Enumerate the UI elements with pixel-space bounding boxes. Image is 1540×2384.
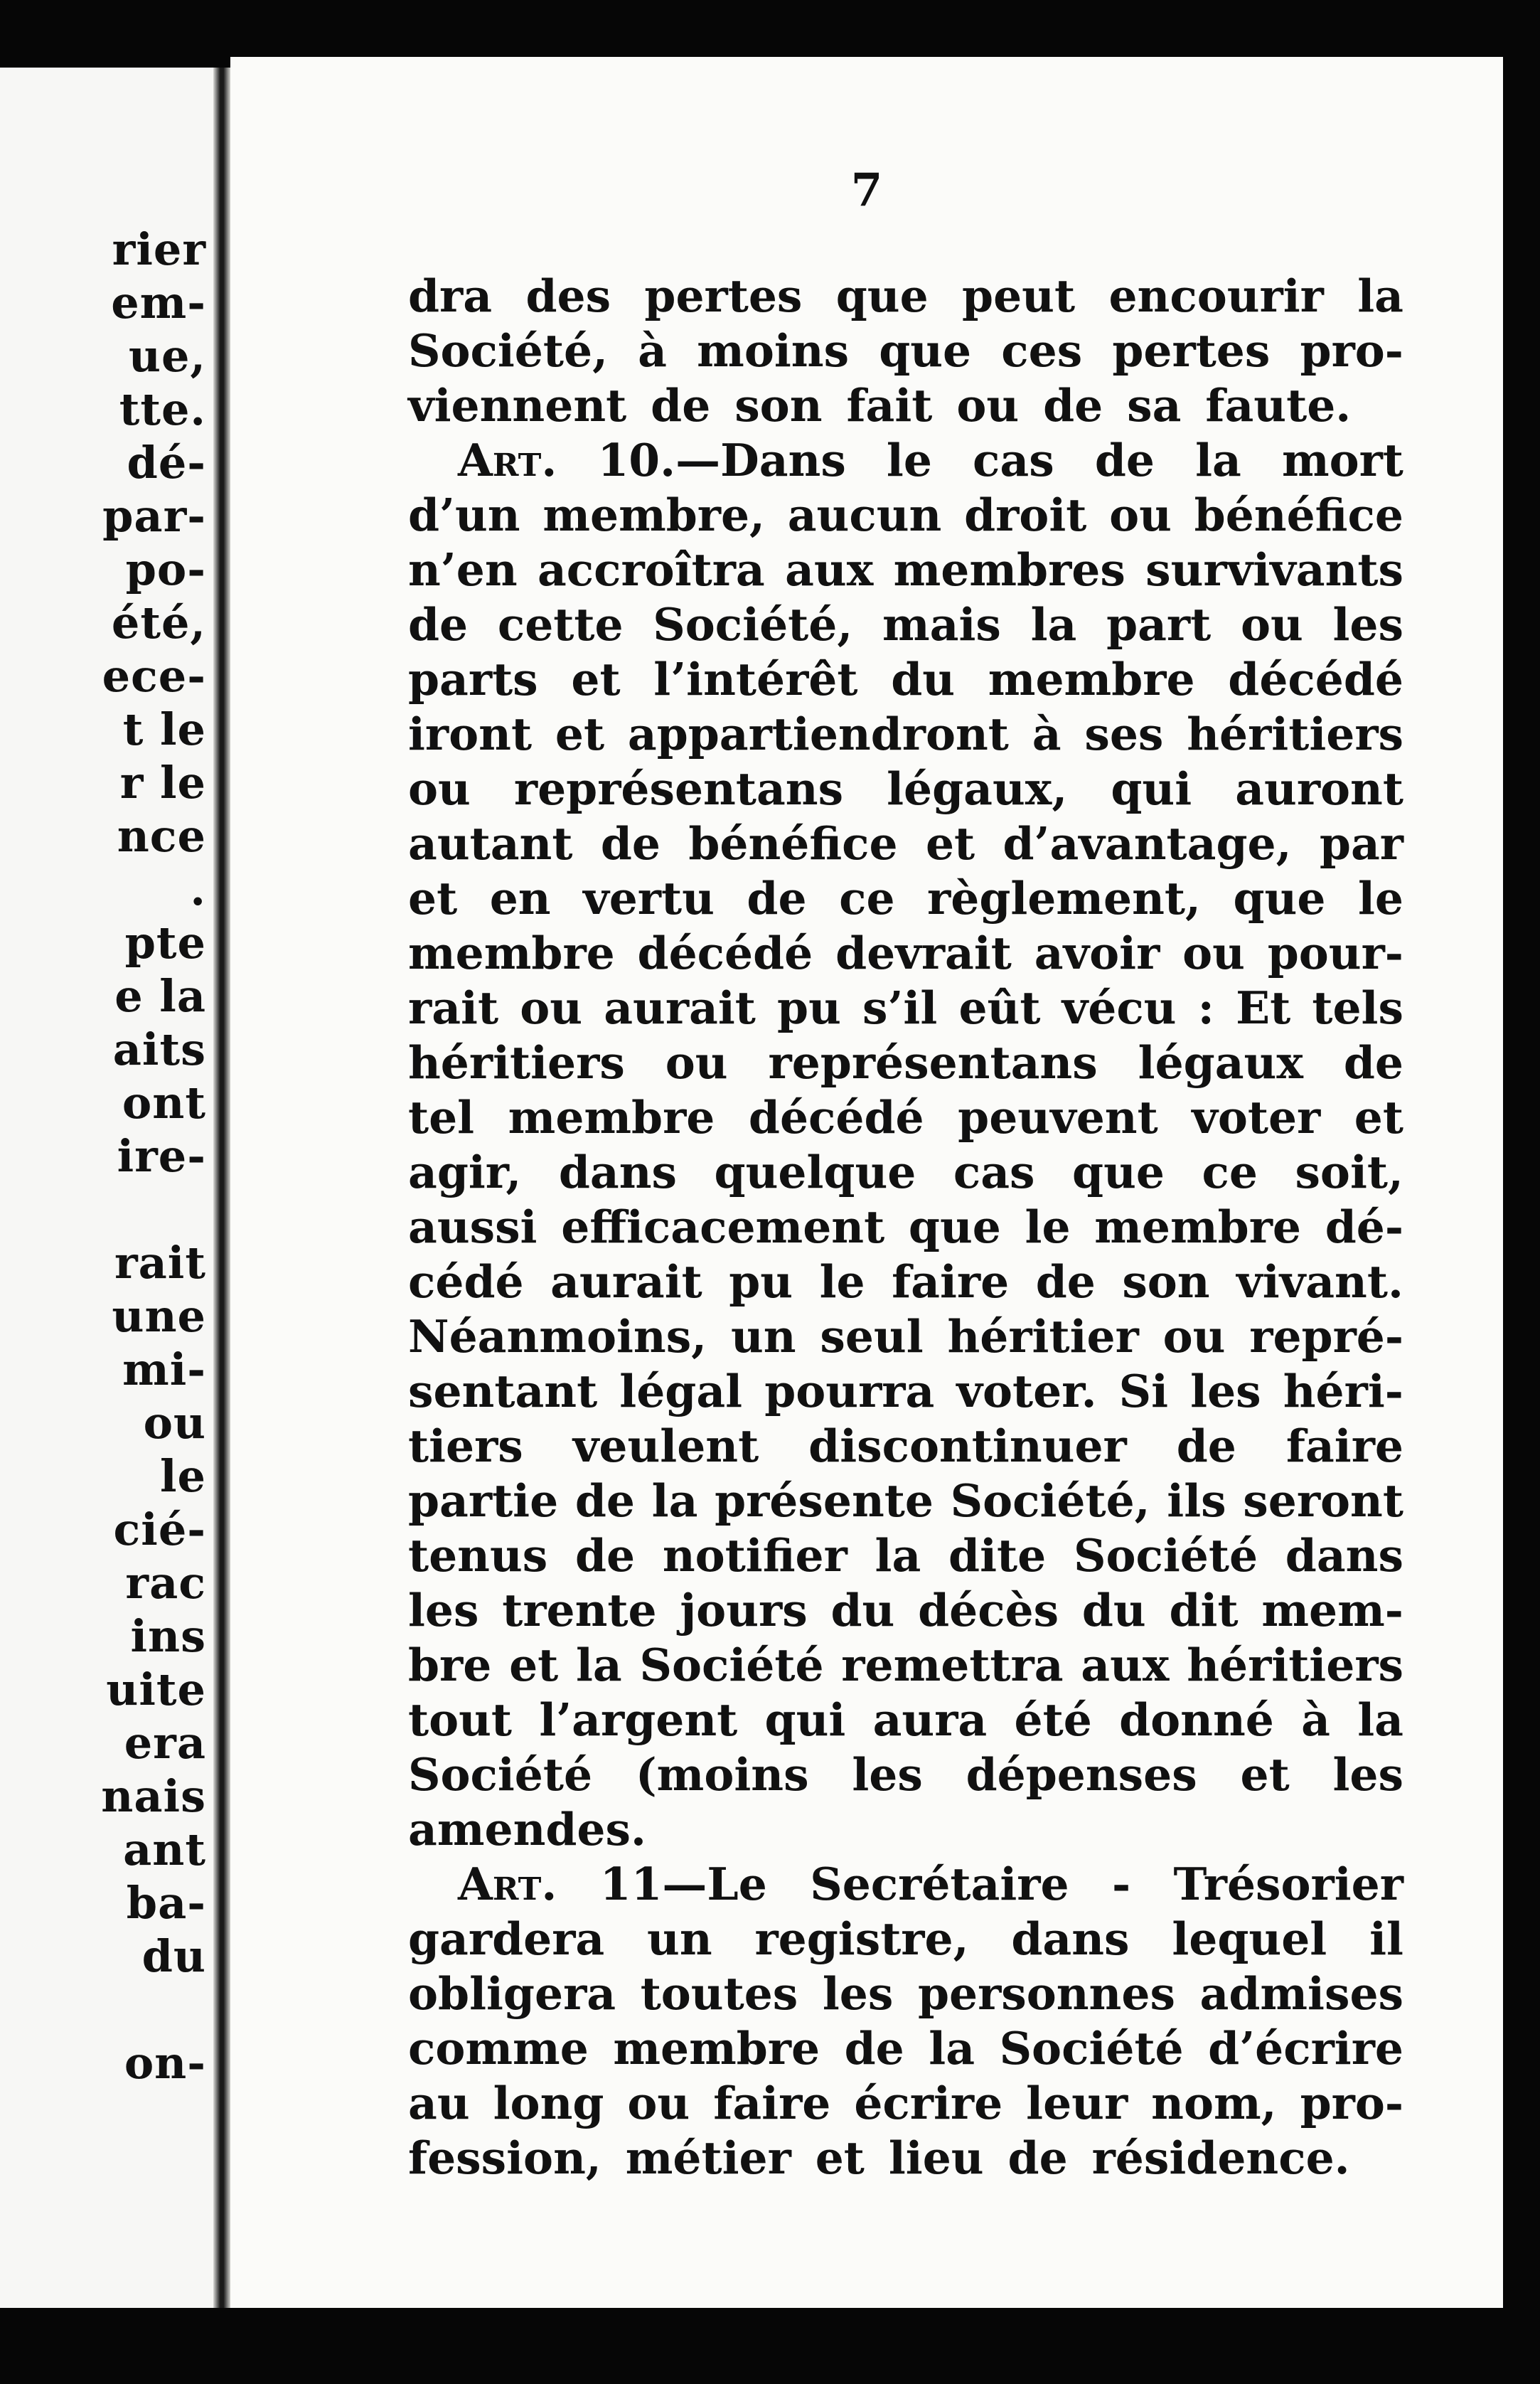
word: du: [891, 653, 956, 706]
text-line: [408, 1474, 1403, 1528]
word: remettra: [841, 1639, 1064, 1691]
word: du: [1081, 1584, 1146, 1637]
word: membre: [613, 2022, 820, 2075]
word: Art.: [458, 1858, 557, 1910]
word: devrait: [835, 927, 1012, 979]
word: membre: [988, 653, 1195, 706]
word: (moins: [635, 1748, 809, 1801]
text-line: [408, 1747, 1403, 1802]
word: héritiers: [1187, 1639, 1403, 1691]
fragment-line: rait: [114, 1237, 206, 1289]
word: faire: [1285, 1420, 1403, 1472]
word: dit: [1169, 1584, 1239, 1637]
word: et: [509, 1639, 559, 1691]
fragment-line: ue,: [128, 330, 206, 382]
word: de: [1343, 1036, 1403, 1089]
word: les: [1332, 598, 1403, 651]
text-line: [408, 1200, 1403, 1255]
word: membre: [408, 927, 615, 979]
word: bénéfice: [1194, 489, 1403, 541]
text-line: [408, 1528, 1403, 1583]
word: aucun: [787, 489, 942, 541]
word: de: [1035, 1255, 1096, 1308]
text-line: [408, 324, 1403, 378]
word: héri-: [1283, 1365, 1403, 1417]
fragment-line: pte: [124, 917, 206, 969]
word: bre: [408, 1639, 492, 1691]
word: le: [1357, 872, 1403, 925]
word: rait: [408, 981, 499, 1034]
word: ou: [408, 762, 471, 815]
word: obligera: [408, 1967, 616, 2020]
word: gardera: [408, 1912, 605, 1965]
text-line: [408, 1583, 1403, 1638]
text-line: [408, 1857, 1403, 1912]
word: décédé: [748, 1091, 924, 1144]
word: admises: [1199, 1967, 1403, 2020]
word: cette: [497, 598, 624, 651]
word: au: [408, 2077, 470, 2129]
text-line: [408, 1638, 1403, 1693]
word: Société: [1073, 1529, 1258, 1582]
word: vivant.: [1236, 1255, 1403, 1308]
word: l’argent: [539, 1693, 738, 1746]
word: notifier: [662, 1529, 847, 1582]
word: la: [1357, 270, 1403, 322]
word: mort: [1281, 434, 1403, 486]
word: dra: [408, 270, 493, 322]
word: aussi: [408, 1201, 538, 1253]
fragment-line: mi-: [122, 1343, 206, 1395]
word: la: [575, 1639, 622, 1691]
current-page: [230, 57, 1503, 2308]
word: ses: [1084, 708, 1164, 760]
word: héritiers: [408, 1036, 625, 1089]
fragment-line: ou: [143, 1397, 206, 1449]
text-line: [408, 488, 1403, 543]
fragment-line: po-: [125, 543, 206, 595]
word: et: [925, 817, 975, 870]
text-line: [408, 981, 1403, 1036]
word: Trésorier: [1173, 1858, 1403, 1910]
word: tels: [1312, 981, 1403, 1034]
text-line: [408, 1419, 1403, 1474]
fragment-line: ont: [122, 1077, 206, 1129]
text-line: [408, 816, 1403, 871]
text-line: viennent de son fait ou de sa faute.: [408, 379, 1352, 432]
word: trente: [502, 1584, 657, 1637]
word: part: [1106, 598, 1212, 651]
word: dans: [1011, 1912, 1130, 1965]
word: pour-: [1267, 927, 1403, 979]
word: il: [1369, 1912, 1403, 1965]
word: d’un: [408, 489, 520, 541]
word: Société: [639, 1639, 824, 1691]
word: dans: [558, 1146, 678, 1198]
word: de: [600, 817, 661, 870]
word: qui: [764, 1693, 846, 1746]
word: le: [1025, 1201, 1071, 1253]
word: autant: [408, 817, 573, 870]
word: pro-: [1300, 2077, 1403, 2129]
word: héritiers: [1187, 708, 1403, 760]
word: dite: [948, 1529, 1047, 1582]
word: veulent: [572, 1420, 759, 1472]
word: aura: [872, 1693, 988, 1746]
word: -: [1111, 1858, 1131, 1910]
word: les: [1332, 1748, 1403, 1801]
word: peut: [962, 270, 1076, 322]
word: ce: [1202, 1146, 1258, 1198]
word: dé-: [1325, 1201, 1403, 1253]
word: dans: [1285, 1529, 1403, 1582]
article-text: [408, 269, 1403, 2186]
fragment-line: t le: [122, 703, 206, 755]
word: ou: [665, 1036, 728, 1089]
word: membres: [893, 543, 1125, 596]
text-line: [408, 2076, 1403, 2131]
word: aux: [1081, 1639, 1170, 1691]
word: règlement,: [927, 872, 1201, 925]
text-line: [408, 543, 1403, 597]
word: pertes: [644, 270, 803, 322]
text-line: [408, 1090, 1403, 1145]
word: quelque: [714, 1146, 916, 1198]
fragment-line: on-: [124, 2037, 206, 2089]
word: Société,: [950, 1474, 1150, 1527]
word: d’écrire: [1208, 2022, 1403, 2075]
word: que: [1072, 1146, 1165, 1198]
word: faire: [713, 2077, 831, 2129]
word: eût: [958, 981, 1041, 1034]
word: ou: [1182, 927, 1245, 979]
word: et: [408, 872, 458, 925]
fragment-line: le: [160, 1450, 206, 1502]
word: à: [638, 324, 667, 377]
word: discontinuer: [808, 1420, 1127, 1472]
word: moins: [697, 324, 850, 377]
word: tenus: [408, 1529, 548, 1582]
word: pu: [729, 1255, 793, 1308]
word: et: [1240, 1748, 1290, 1801]
word: auront: [1235, 762, 1403, 815]
word: cas: [973, 434, 1054, 486]
word: les: [852, 1748, 923, 1801]
word: 10.—Dans: [597, 434, 846, 486]
word: de: [747, 872, 807, 925]
word: légal: [619, 1365, 743, 1417]
fragment-line: rac: [125, 1557, 206, 1609]
page-number: 7: [850, 164, 883, 217]
word: registre,: [754, 1912, 969, 1965]
word: personnes: [917, 1967, 1175, 2020]
text-line: [408, 597, 1403, 652]
fragment-line: par-: [102, 490, 206, 542]
word: Si: [1118, 1365, 1169, 1417]
word: présente: [715, 1474, 934, 1527]
word: les: [1190, 1365, 1261, 1417]
word: légaux,: [887, 762, 1068, 815]
word: qui: [1111, 762, 1192, 815]
fragment-line: été,: [111, 597, 206, 649]
word: ils: [1167, 1474, 1226, 1527]
word: ou: [520, 981, 583, 1034]
word: la: [875, 1529, 921, 1582]
fragment-line: cié-: [113, 1504, 206, 1555]
word: seul: [820, 1310, 924, 1363]
word: été: [1014, 1693, 1092, 1746]
word: par: [1319, 817, 1403, 870]
word: de: [1094, 434, 1155, 486]
word: les: [822, 1967, 894, 2020]
word: vertu: [583, 872, 715, 925]
word: repré-: [1249, 1310, 1403, 1363]
fragment-line: ins: [130, 1610, 206, 1662]
word: droit: [964, 489, 1087, 541]
word: :: [1197, 981, 1214, 1034]
word: tout: [408, 1693, 513, 1746]
text-line: [408, 762, 1403, 816]
word: comme: [408, 2022, 589, 2075]
word: décédé: [1228, 653, 1403, 706]
word: Secrétaire: [810, 1858, 1069, 1910]
word: dépenses: [966, 1748, 1197, 1801]
fragment-line: .: [190, 863, 206, 915]
fragment-line: e la: [114, 970, 206, 1022]
word: cas: [953, 1146, 1035, 1198]
word: ou: [1109, 489, 1172, 541]
word: Art.: [458, 434, 557, 486]
word: s’il: [862, 981, 938, 1034]
word: de: [575, 1529, 636, 1582]
word: et: [571, 653, 621, 706]
word: voter: [1192, 1091, 1321, 1144]
fragment-line: aits: [112, 1023, 206, 1075]
text-line: [408, 1036, 1403, 1090]
word: un: [730, 1310, 796, 1363]
word: un: [647, 1912, 712, 1965]
fragment-line: une: [112, 1290, 206, 1342]
word: la: [929, 2022, 975, 2075]
word: toutes: [640, 1967, 798, 2020]
word: ces: [1001, 324, 1083, 377]
word: représentans: [768, 1036, 1098, 1089]
page-gutter: [213, 68, 230, 2308]
word: et: [555, 708, 605, 760]
text-line: [408, 871, 1403, 926]
word: et: [1354, 1091, 1403, 1144]
word: son: [1122, 1255, 1210, 1308]
text-line: [408, 1145, 1403, 1200]
word: l’intérêt: [653, 653, 858, 706]
fragment-line: rier: [112, 223, 206, 275]
word: membre: [508, 1091, 715, 1144]
word: ce: [839, 872, 895, 925]
word: la: [1357, 1693, 1403, 1746]
word: légaux: [1138, 1036, 1303, 1089]
text-line: [408, 652, 1403, 707]
text-line: [408, 1693, 1403, 1747]
word: efficacement: [561, 1201, 885, 1253]
text-line: [408, 926, 1403, 981]
word: aurait: [550, 1255, 702, 1308]
fragment-line: era: [124, 1717, 206, 1769]
word: à: [1301, 1693, 1330, 1746]
word: ou: [627, 2077, 690, 2129]
word: appartiendront: [627, 708, 1009, 760]
word: du: [830, 1584, 895, 1637]
word: avoir: [1034, 927, 1160, 979]
text-line: fession, métier et lieu de résidence.: [408, 2132, 1350, 2184]
word: mais: [882, 598, 1001, 651]
word: de: [574, 1474, 635, 1527]
text-line: [408, 707, 1403, 762]
word: Société,: [408, 324, 609, 377]
word: bénéfice: [688, 817, 898, 870]
word: ou: [1162, 1310, 1226, 1363]
text-line: [408, 269, 1403, 324]
word: pertes: [1112, 324, 1271, 377]
word: héritier: [947, 1310, 1139, 1363]
word: des: [525, 270, 611, 322]
fragment-line: r le: [119, 757, 206, 809]
fragment-line: tte.: [119, 383, 206, 435]
word: pourra: [764, 1365, 935, 1417]
fragment-line: ant: [123, 1824, 206, 1875]
text-line: [408, 1255, 1403, 1309]
word: seront: [1243, 1474, 1403, 1527]
fragment-line: nce: [117, 810, 206, 862]
word: pu: [777, 981, 841, 1034]
word: les: [408, 1584, 479, 1637]
word: nom,: [1151, 2077, 1277, 2129]
fragment-line: uite: [106, 1664, 206, 1715]
word: mem-: [1261, 1584, 1403, 1637]
fragment-line: nais: [101, 1770, 206, 1822]
word: que: [908, 1201, 1001, 1253]
text-line: [408, 1912, 1403, 1967]
word: en: [489, 872, 551, 925]
word: vécu: [1062, 981, 1177, 1034]
word: jours: [680, 1584, 808, 1637]
word: le: [886, 434, 932, 486]
word: voter.: [956, 1365, 1097, 1417]
word: Société: [408, 1748, 593, 1801]
word: que: [879, 324, 972, 377]
word: soit,: [1295, 1146, 1403, 1198]
word: lequel: [1172, 1912, 1327, 1965]
text-line: [408, 1967, 1403, 2021]
word: ou: [1240, 598, 1303, 651]
word: leur: [1026, 2077, 1128, 2129]
word: sentant: [408, 1365, 598, 1417]
fragment-line: du: [141, 1930, 206, 1982]
word: décédé: [637, 927, 813, 979]
text-line: amendes.: [408, 1803, 646, 1856]
word: décès: [918, 1584, 1059, 1637]
word: aux: [785, 543, 874, 596]
word: à: [1032, 708, 1062, 760]
word: le: [819, 1255, 865, 1308]
text-line: [408, 2021, 1403, 2076]
fragment-line: em-: [111, 277, 206, 329]
text-line: [408, 433, 1403, 488]
word: parts: [408, 653, 538, 706]
word: n’en: [408, 543, 518, 596]
word: tiers: [408, 1420, 523, 1472]
word: de: [408, 598, 469, 651]
word: membre,: [542, 489, 765, 541]
word: 11—Le: [599, 1858, 767, 1910]
word: Société: [999, 2022, 1184, 2075]
word: accroîtra: [537, 543, 765, 596]
word: tel: [408, 1091, 475, 1144]
fragment-line: ba-: [126, 1877, 206, 1929]
word: la: [1195, 434, 1241, 486]
word: la: [1030, 598, 1077, 651]
word: cédé: [408, 1255, 524, 1308]
word: faire: [892, 1255, 1010, 1308]
word: de: [844, 2022, 904, 2075]
word: survivants: [1145, 543, 1403, 596]
word: représentans: [513, 762, 844, 815]
word: donné: [1119, 1693, 1274, 1746]
word: que: [1233, 872, 1326, 925]
word: écrire: [854, 2077, 1003, 2129]
word: que: [835, 270, 929, 322]
word: membre: [1094, 1201, 1301, 1253]
word: Et: [1236, 981, 1291, 1034]
word: partie: [408, 1474, 559, 1527]
word: agir,: [408, 1146, 522, 1198]
text-line: [408, 1364, 1403, 1419]
word: long: [493, 2077, 604, 2129]
word: peuvent: [958, 1091, 1158, 1144]
word: Société,: [653, 598, 853, 651]
previous-page-fragment: [0, 68, 213, 2308]
word: aurait: [604, 981, 756, 1034]
text-line: [408, 1309, 1403, 1364]
fragment-line: dé-: [127, 437, 206, 489]
word: encourir: [1108, 270, 1324, 322]
word: pro-: [1300, 324, 1403, 377]
fragment-line: ece-: [102, 650, 206, 702]
word: la: [651, 1474, 698, 1527]
fragment-line: ire-: [117, 1130, 206, 1182]
word: de: [1176, 1420, 1236, 1472]
word: d’avantage,: [1002, 817, 1292, 870]
word: iront: [408, 708, 533, 760]
word: Néanmoins,: [408, 1310, 707, 1363]
